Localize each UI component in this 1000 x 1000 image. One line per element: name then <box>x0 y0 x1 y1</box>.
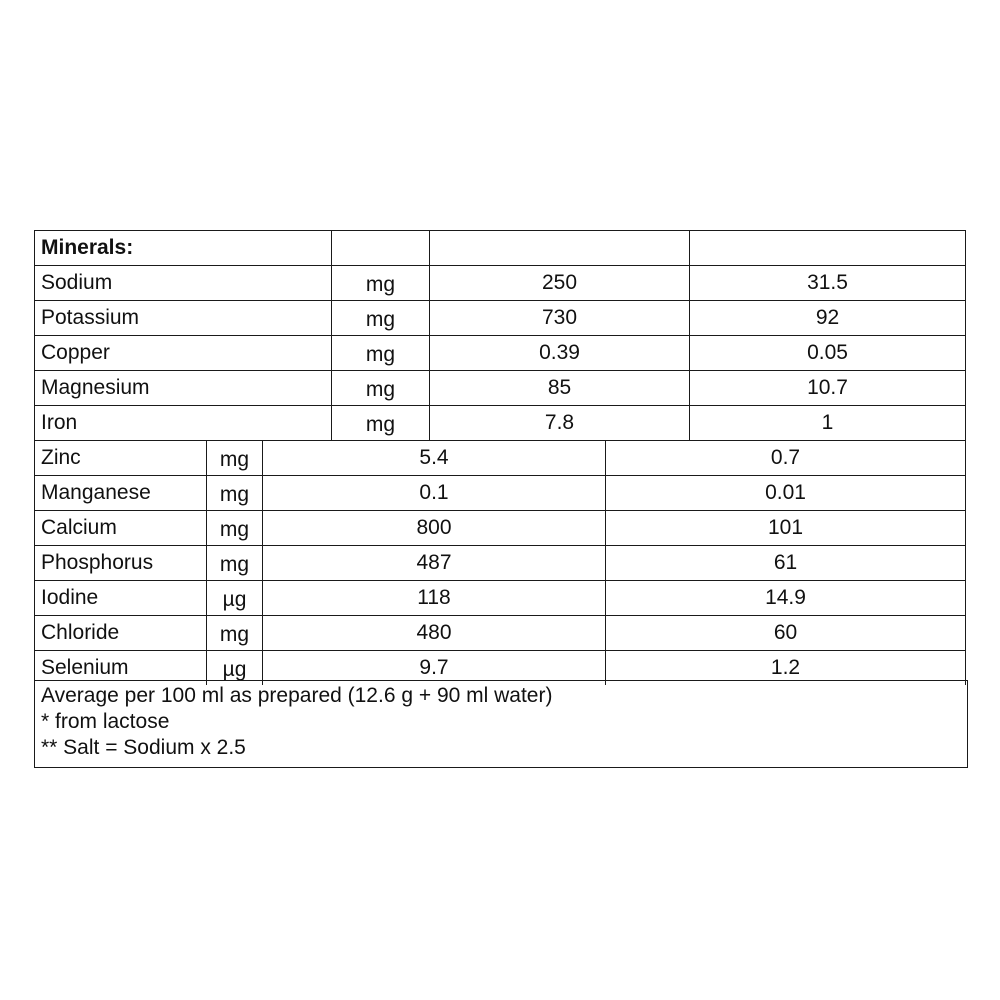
mineral-unit: mg <box>331 370 429 405</box>
mineral-name: Sodium <box>34 265 331 300</box>
mineral-per-100ml: 0.01 <box>605 475 966 510</box>
mineral-per-100ml: 31.5 <box>689 265 966 300</box>
mineral-per-100g: 800 <box>262 510 605 545</box>
table-header-row <box>34 230 968 265</box>
mineral-per-100ml: 1.2 <box>605 650 966 685</box>
mineral-unit: µg <box>206 580 262 615</box>
mineral-per-100g: 9.7 <box>262 650 605 685</box>
table-footnotes <box>34 680 968 768</box>
footnote-preparation: Average per 100 ml as prepared (12.6 g + 90 ml water) <box>41 684 553 707</box>
mineral-name: Phosphorus <box>34 545 206 580</box>
mineral-unit: mg <box>331 265 429 300</box>
mineral-unit: mg <box>206 615 262 650</box>
mineral-per-100ml: 61 <box>605 545 966 580</box>
mineral-name: Magnesium <box>34 370 331 405</box>
mineral-per-100g: 5.4 <box>262 440 605 475</box>
mineral-name: Chloride <box>34 615 206 650</box>
mineral-per-100g: 730 <box>429 300 689 335</box>
mineral-per-100ml: 60 <box>605 615 966 650</box>
table-row <box>34 300 968 335</box>
mineral-per-100g: 0.39 <box>429 335 689 370</box>
per-100ml-header <box>689 230 966 265</box>
mineral-per-100ml: 0.05 <box>689 335 966 370</box>
footnote-salt: ** Salt = Sodium x 2.5 <box>41 736 246 759</box>
table-row <box>34 440 968 475</box>
table-row <box>34 335 968 370</box>
mineral-unit: mg <box>206 440 262 475</box>
mineral-name: Iron <box>34 405 331 440</box>
minerals-header: Minerals: <box>34 230 331 265</box>
mineral-name: Copper <box>34 335 331 370</box>
mineral-per-100ml: 101 <box>605 510 966 545</box>
mineral-per-100ml: 10.7 <box>689 370 966 405</box>
mineral-unit: µg <box>206 650 262 685</box>
mineral-per-100g: 480 <box>262 615 605 650</box>
mineral-unit: mg <box>206 545 262 580</box>
mineral-per-100g: 7.8 <box>429 405 689 440</box>
mineral-unit: mg <box>206 475 262 510</box>
mineral-unit: mg <box>331 335 429 370</box>
footnote-lactose: * from lactose <box>41 710 170 733</box>
mineral-name: Calcium <box>34 510 206 545</box>
table-row <box>34 370 968 405</box>
mineral-per-100g: 0.1 <box>262 475 605 510</box>
mineral-per-100ml: 0.7 <box>605 440 966 475</box>
per-100g-header <box>429 230 689 265</box>
mineral-per-100g: 487 <box>262 545 605 580</box>
mineral-per-100g: 118 <box>262 580 605 615</box>
mineral-name: Zinc <box>34 440 206 475</box>
table-row <box>34 615 968 650</box>
table-row <box>34 475 968 510</box>
mineral-name: Iodine <box>34 580 206 615</box>
table-row <box>34 265 968 300</box>
table-row <box>34 510 968 545</box>
table-row <box>34 545 968 580</box>
mineral-name: Potassium <box>34 300 331 335</box>
mineral-per-100g: 85 <box>429 370 689 405</box>
mineral-per-100ml: 92 <box>689 300 966 335</box>
mineral-per-100ml: 14.9 <box>605 580 966 615</box>
table-row <box>34 580 968 615</box>
mineral-unit: mg <box>331 300 429 335</box>
table-row <box>34 405 968 440</box>
mineral-per-100ml: 1 <box>689 405 966 440</box>
minerals-nutrition-table <box>34 230 968 768</box>
mineral-name: Manganese <box>34 475 206 510</box>
mineral-unit: mg <box>206 510 262 545</box>
unit-header <box>331 230 429 265</box>
mineral-unit: mg <box>331 405 429 440</box>
mineral-per-100g: 250 <box>429 265 689 300</box>
mineral-name: Selenium <box>34 650 206 685</box>
